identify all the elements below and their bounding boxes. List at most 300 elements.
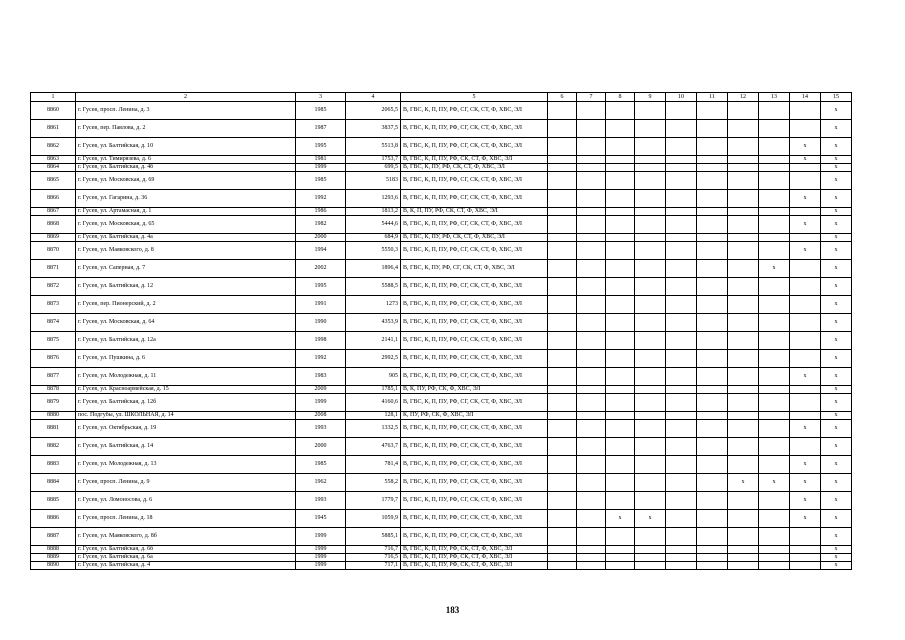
mark-cell-col-15: х: [821, 562, 852, 570]
mark-cell-col-8: [606, 278, 635, 296]
table-row: [31, 260, 852, 278]
codes-cell: В, ГВС, К, П, ПУ, РФ, СГ, СК, СТ, Ф, ХВС, ЭЛ: [401, 278, 548, 296]
mark-cell-col-6: [548, 156, 577, 164]
mark-cell-col-10: [666, 350, 697, 368]
mark-cell-col-10: [666, 242, 697, 260]
address-cell: г. Гусев, ул. Тимирязева, д. 6: [76, 156, 296, 164]
mark-cell-col-15: х: [821, 456, 852, 474]
mark-cell-col-13: [759, 420, 790, 438]
table-row: [31, 120, 852, 138]
address-cell: г. Гусев, ул. Гагарина, д. 36: [76, 190, 296, 208]
mark-cell-col-6: [548, 456, 577, 474]
mark-cell-col-8: [606, 314, 635, 332]
address-cell: г. Гусев, просп. Ленина, д. 3: [76, 102, 296, 120]
mark-cell-col-15: х: [821, 296, 852, 314]
mark-cell-col-8: [606, 216, 635, 234]
mark-cell-col-14: [790, 278, 821, 296]
codes-cell: В, ГВС, К, П, ПУ, РФ, СГ, СК, СТ, Ф, ХВС, ЭЛ: [401, 510, 548, 528]
area-cell: 781,4: [346, 456, 401, 474]
column-header-8: 8: [606, 93, 635, 102]
mark-cell-col-15: х: [821, 314, 852, 332]
mark-cell-col-6: [548, 368, 577, 386]
mark-cell-col-12: [728, 420, 759, 438]
address-cell: г. Гусев, ул. Артамасная, д. 1: [76, 208, 296, 216]
area-cell: 1332,5: [346, 420, 401, 438]
year-cell: 2002: [296, 260, 346, 278]
year-cell: 1999: [296, 554, 346, 562]
mark-cell-col-15: х: [821, 510, 852, 528]
year-cell: 1993: [296, 420, 346, 438]
mark-cell-col-6: [548, 278, 577, 296]
mark-cell-col-6: [548, 138, 577, 156]
page-number: 183: [445, 605, 460, 615]
table-row: [31, 456, 852, 474]
mark-cell-col-10: [666, 562, 697, 570]
mark-cell-col-14: х: [790, 156, 821, 164]
mark-cell-col-9: [635, 554, 666, 562]
mark-cell-col-13: [759, 394, 790, 412]
mark-cell-col-13: [759, 456, 790, 474]
mark-cell-col-14: х: [790, 456, 821, 474]
mark-cell-col-14: [790, 332, 821, 350]
mark-cell-col-9: [635, 138, 666, 156]
address-cell: г. Гусев, ул. Красноармейская, д. 15: [76, 386, 296, 394]
address-cell: г. Гусев, ул. Балтийская, д. 14: [76, 438, 296, 456]
mark-cell-col-9: [635, 456, 666, 474]
mark-cell-col-15: х: [821, 164, 852, 172]
mark-cell-col-6: [548, 492, 577, 510]
codes-cell: В, ГВС, К, П, ПУ, РФ, СГ, СК, СТ, Ф, ХВС, ЭЛ: [401, 528, 548, 546]
year-cell: 1991: [296, 296, 346, 314]
mark-cell-col-8: [606, 172, 635, 190]
mark-cell-col-6: [548, 510, 577, 528]
row-number: 8874: [31, 314, 76, 332]
mark-cell-col-15: х: [821, 242, 852, 260]
mark-cell-col-9: [635, 528, 666, 546]
mark-cell-col-12: [728, 260, 759, 278]
mark-cell-col-7: [577, 296, 606, 314]
area-cell: 558,2: [346, 474, 401, 492]
mark-cell-col-13: [759, 102, 790, 120]
row-number: 8863: [31, 156, 76, 164]
mark-cell-col-11: [697, 172, 728, 190]
mark-cell-col-15: х: [821, 546, 852, 554]
mark-cell-col-9: [635, 156, 666, 164]
mark-cell-col-7: [577, 528, 606, 546]
address-cell: г. Гусев, ул. Балтийская, д. 12б: [76, 394, 296, 412]
mark-cell-col-11: [697, 554, 728, 562]
mark-cell-col-13: [759, 156, 790, 164]
table-row: [31, 208, 852, 216]
year-cell: 1995: [296, 278, 346, 296]
mark-cell-col-12: [728, 332, 759, 350]
mark-cell-col-13: [759, 234, 790, 242]
mark-cell-col-9: х: [635, 510, 666, 528]
area-cell: 2065,5: [346, 102, 401, 120]
mark-cell-col-6: [548, 528, 577, 546]
mark-cell-col-11: [697, 562, 728, 570]
mark-cell-col-8: [606, 456, 635, 474]
area-cell: 5550,3: [346, 242, 401, 260]
table-row: [31, 528, 852, 546]
mark-cell-col-11: [697, 156, 728, 164]
mark-cell-col-13: х: [759, 260, 790, 278]
mark-cell-col-12: [728, 190, 759, 208]
mark-cell-col-12: [728, 242, 759, 260]
mark-cell-col-13: [759, 164, 790, 172]
year-cell: 1993: [296, 492, 346, 510]
mark-cell-col-15: х: [821, 412, 852, 420]
year-cell: 1998: [296, 332, 346, 350]
mark-cell-col-7: [577, 546, 606, 554]
year-cell: 1986: [296, 208, 346, 216]
year-cell: 1987: [296, 120, 346, 138]
row-number: 8868: [31, 216, 76, 234]
column-header-13: 13: [759, 93, 790, 102]
mark-cell-col-11: [697, 394, 728, 412]
column-header-14: 14: [790, 93, 821, 102]
address-cell: г. Гусев, ул. Ломоносова, д. 6: [76, 492, 296, 510]
mark-cell-col-8: [606, 554, 635, 562]
table-row: [31, 394, 852, 412]
column-header-6: 6: [548, 93, 577, 102]
year-cell: 1999: [296, 562, 346, 570]
mark-cell-col-15: х: [821, 474, 852, 492]
mark-cell-col-13: [759, 510, 790, 528]
mark-cell-col-9: [635, 438, 666, 456]
mark-cell-col-11: [697, 208, 728, 216]
mark-cell-col-9: [635, 474, 666, 492]
table-row: [31, 216, 852, 234]
area-cell: 4160,6: [346, 394, 401, 412]
mark-cell-col-8: х: [606, 510, 635, 528]
mark-cell-col-15: х: [821, 420, 852, 438]
mark-cell-col-7: [577, 420, 606, 438]
mark-cell-col-14: х: [790, 190, 821, 208]
row-number: 8870: [31, 242, 76, 260]
area-cell: 1896,4: [346, 260, 401, 278]
mark-cell-col-11: [697, 190, 728, 208]
mark-cell-col-11: [697, 164, 728, 172]
address-cell: г. Гусев, ул. Московская, д. 69: [76, 172, 296, 190]
address-cell: г. Гусев, ул. Саперная, д. 7: [76, 260, 296, 278]
mark-cell-col-15: х: [821, 492, 852, 510]
codes-cell: В, К, ПУ, РФ, СК, Ф, ХВС, ЭЛ: [401, 386, 548, 394]
mark-cell-col-8: [606, 164, 635, 172]
mark-cell-col-10: [666, 314, 697, 332]
mark-cell-col-9: [635, 394, 666, 412]
mark-cell-col-11: [697, 332, 728, 350]
codes-cell: В, ГВС, К, П, ПУ, РФ, СК, СТ, Ф, ХВС, ЭЛ: [401, 554, 548, 562]
mark-cell-col-6: [548, 242, 577, 260]
mark-cell-col-6: [548, 332, 577, 350]
codes-cell: В, ГВС, К, ПУ, РФ, СК, СТ, Ф, ХВС, ЭЛ: [401, 164, 548, 172]
row-number: 8884: [31, 474, 76, 492]
area-cell: 699,5: [346, 164, 401, 172]
codes-cell: В, ГВС, К, П, ПУ, РФ, СГ, СК, СТ, Ф, ХВС, ЭЛ: [401, 474, 548, 492]
mark-cell-col-15: х: [821, 554, 852, 562]
table-row: [31, 412, 852, 420]
mark-cell-col-8: [606, 234, 635, 242]
mark-cell-col-10: [666, 156, 697, 164]
header-row: [31, 93, 852, 102]
mark-cell-col-7: [577, 164, 606, 172]
table-row: [31, 156, 852, 164]
row-number: 8875: [31, 332, 76, 350]
mark-cell-col-12: [728, 350, 759, 368]
mark-cell-col-9: [635, 242, 666, 260]
mark-cell-col-15: х: [821, 368, 852, 386]
year-cell: 1990: [296, 314, 346, 332]
codes-cell: В, ГВС, К, П, ПУ, РФ, СГ, СК, СТ, Ф, ХВС, ЭЛ: [401, 120, 548, 138]
mark-cell-col-8: [606, 350, 635, 368]
mark-cell-col-11: [697, 412, 728, 420]
mark-cell-col-6: [548, 394, 577, 412]
codes-cell: В, ГВС, К, П, ПУ, РФ, СГ, СК, СТ, Ф, ХВС, ЭЛ: [401, 368, 548, 386]
column-header-9: 9: [635, 93, 666, 102]
codes-cell: В, ГВС, К, П, ПУ, РФ, СК, СТ, Ф, ХВС, ЭЛ: [401, 562, 548, 570]
mark-cell-col-14: [790, 546, 821, 554]
column-header-2: 2: [76, 93, 296, 102]
mark-cell-col-7: [577, 190, 606, 208]
mark-cell-col-12: [728, 368, 759, 386]
mark-cell-col-12: [728, 278, 759, 296]
mark-cell-col-12: [728, 120, 759, 138]
mark-cell-col-7: [577, 510, 606, 528]
row-number: 8861: [31, 120, 76, 138]
mark-cell-col-14: [790, 296, 821, 314]
mark-cell-col-13: [759, 438, 790, 456]
row-number: 8876: [31, 350, 76, 368]
mark-cell-col-15: х: [821, 350, 852, 368]
mark-cell-col-14: х: [790, 242, 821, 260]
table-row: [31, 350, 852, 368]
mark-cell-col-12: [728, 394, 759, 412]
mark-cell-col-10: [666, 492, 697, 510]
mark-cell-col-10: [666, 216, 697, 234]
mark-cell-col-10: [666, 394, 697, 412]
mark-cell-col-9: [635, 314, 666, 332]
year-cell: 1995: [296, 138, 346, 156]
mark-cell-col-14: х: [790, 138, 821, 156]
area-cell: 1059,9: [346, 510, 401, 528]
row-number: 8862: [31, 138, 76, 156]
mark-cell-col-13: [759, 120, 790, 138]
mark-cell-col-13: [759, 554, 790, 562]
mark-cell-col-7: [577, 554, 606, 562]
mark-cell-col-15: х: [821, 138, 852, 156]
mark-cell-col-10: [666, 332, 697, 350]
mark-cell-col-6: [548, 260, 577, 278]
area-cell: 1273: [346, 296, 401, 314]
table-row: [31, 492, 852, 510]
codes-cell: В, ГВС, К, П, ПУ, РФ, СГ, СК, СТ, Ф, ХВС, ЭЛ: [401, 350, 548, 368]
mark-cell-col-8: [606, 120, 635, 138]
mark-cell-col-13: [759, 528, 790, 546]
mark-cell-col-12: [728, 102, 759, 120]
row-number: 8873: [31, 296, 76, 314]
area-cell: 716,7: [346, 546, 401, 554]
row-number: 8860: [31, 102, 76, 120]
mark-cell-col-7: [577, 138, 606, 156]
mark-cell-col-8: [606, 386, 635, 394]
mark-cell-col-14: [790, 120, 821, 138]
codes-cell: В, ГВС, К, П, ПУ, РФ, СГ, СК, СТ, Ф, ХВС, ЭЛ: [401, 456, 548, 474]
row-number: 8889: [31, 554, 76, 562]
mark-cell-col-11: [697, 546, 728, 554]
table-row: [31, 474, 852, 492]
mark-cell-col-6: [548, 234, 577, 242]
address-cell: г. Гусев, ул. Московская, д. 64: [76, 314, 296, 332]
mark-cell-col-6: [548, 546, 577, 554]
table-row: [31, 546, 852, 554]
mark-cell-col-14: х: [790, 474, 821, 492]
mark-cell-col-7: [577, 260, 606, 278]
mark-cell-col-11: [697, 420, 728, 438]
row-number: 8866: [31, 190, 76, 208]
table-row: [31, 562, 852, 570]
mark-cell-col-9: [635, 172, 666, 190]
year-cell: 1992: [296, 350, 346, 368]
mark-cell-col-7: [577, 386, 606, 394]
mark-cell-col-13: [759, 314, 790, 332]
mark-cell-col-15: х: [821, 172, 852, 190]
mark-cell-col-7: [577, 216, 606, 234]
table-row: [31, 234, 852, 242]
mark-cell-col-10: [666, 386, 697, 394]
year-cell: 1945: [296, 510, 346, 528]
codes-cell: В, К, П, ПУ, РФ, СК, СТ, Ф, ХВС, ЭЛ: [401, 208, 548, 216]
codes-cell: В, ГВС, К, П, ПУ, РФ, СГ, СК, СТ, Ф, ХВС, ЭЛ: [401, 420, 548, 438]
mark-cell-col-9: [635, 278, 666, 296]
mark-cell-col-12: [728, 456, 759, 474]
mark-cell-col-8: [606, 562, 635, 570]
mark-cell-col-8: [606, 156, 635, 164]
mark-cell-col-9: [635, 368, 666, 386]
mark-cell-col-14: [790, 164, 821, 172]
codes-cell: В, ГВС, К, П, ПУ, РФ, СГ, СК, СТ, Ф, ХВС, ЭЛ: [401, 314, 548, 332]
mark-cell-col-9: [635, 420, 666, 438]
row-number: 8882: [31, 438, 76, 456]
mark-cell-col-10: [666, 420, 697, 438]
codes-cell: В, ГВС, К, П, ПУ, РФ, СГ, СК, СТ, Ф, ХВС, ЭЛ: [401, 138, 548, 156]
codes-cell: В, ГВС, К, П, ПУ, РФ, СГ, СК, СТ, Ф, ХВС, ЭЛ: [401, 296, 548, 314]
mark-cell-col-9: [635, 546, 666, 554]
mark-cell-col-12: [728, 438, 759, 456]
mark-cell-col-13: [759, 368, 790, 386]
column-header-4: 4: [346, 93, 401, 102]
mark-cell-col-8: [606, 412, 635, 420]
row-number: 8885: [31, 492, 76, 510]
mark-cell-col-8: [606, 528, 635, 546]
mark-cell-col-11: [697, 102, 728, 120]
mark-cell-col-10: [666, 260, 697, 278]
mark-cell-col-10: [666, 278, 697, 296]
codes-cell: В, ГВС, К, П, ПУ, РФ, СГ, СК, СТ, Ф, ХВС, ЭЛ: [401, 172, 548, 190]
mark-cell-col-14: х: [790, 492, 821, 510]
mark-cell-col-11: [697, 242, 728, 260]
mark-cell-col-14: [790, 528, 821, 546]
area-cell: 4353,9: [346, 314, 401, 332]
address-cell: пос. Подгубы, ул. ШКОЛЬНАЯ, д. 14: [76, 412, 296, 420]
mark-cell-col-11: [697, 350, 728, 368]
mark-cell-col-14: [790, 554, 821, 562]
area-cell: 1753,7: [346, 156, 401, 164]
mark-cell-col-10: [666, 138, 697, 156]
mark-cell-col-6: [548, 216, 577, 234]
mark-cell-col-6: [548, 208, 577, 216]
mark-cell-col-14: х: [790, 216, 821, 234]
mark-cell-col-15: х: [821, 332, 852, 350]
mark-cell-col-6: [548, 190, 577, 208]
mark-cell-col-12: [728, 208, 759, 216]
mark-cell-col-9: [635, 350, 666, 368]
column-header-10: 10: [666, 93, 697, 102]
mark-cell-col-15: х: [821, 234, 852, 242]
mark-cell-col-9: [635, 164, 666, 172]
area-cell: 717,1: [346, 562, 401, 570]
mark-cell-col-11: [697, 492, 728, 510]
table-row: [31, 296, 852, 314]
mark-cell-col-7: [577, 156, 606, 164]
column-header-11: 11: [697, 93, 728, 102]
mark-cell-col-14: [790, 260, 821, 278]
mark-cell-col-13: [759, 242, 790, 260]
mark-cell-col-6: [548, 412, 577, 420]
row-number: 8878: [31, 386, 76, 394]
area-cell: 5588,5: [346, 278, 401, 296]
mark-cell-col-6: [548, 164, 577, 172]
mark-cell-col-14: [790, 234, 821, 242]
mark-cell-col-13: [759, 350, 790, 368]
mark-cell-col-12: [728, 172, 759, 190]
mark-cell-col-8: [606, 394, 635, 412]
mark-cell-col-15: х: [821, 260, 852, 278]
row-number: 8872: [31, 278, 76, 296]
mark-cell-col-10: [666, 120, 697, 138]
mark-cell-col-9: [635, 332, 666, 350]
mark-cell-col-7: [577, 234, 606, 242]
mark-cell-col-15: х: [821, 278, 852, 296]
address-cell: г. Гусев, ул. Октябрьская, д. 19: [76, 420, 296, 438]
row-number: 8886: [31, 510, 76, 528]
mark-cell-col-7: [577, 492, 606, 510]
row-number: 8880: [31, 412, 76, 420]
row-number: 8887: [31, 528, 76, 546]
year-cell: 1985: [296, 102, 346, 120]
mark-cell-col-6: [548, 296, 577, 314]
codes-cell: В, ГВС, К, П, ПУ, РФ, СГ, СК, СТ, Ф, ХВС, ЭЛ: [401, 332, 548, 350]
mark-cell-col-13: [759, 562, 790, 570]
mark-cell-col-14: [790, 350, 821, 368]
mark-cell-col-11: [697, 120, 728, 138]
mark-cell-col-7: [577, 102, 606, 120]
table-row: [31, 368, 852, 386]
mark-cell-col-13: [759, 546, 790, 554]
mark-cell-col-14: х: [790, 368, 821, 386]
mark-cell-col-11: [697, 456, 728, 474]
area-cell: 1293,6: [346, 190, 401, 208]
mark-cell-col-8: [606, 420, 635, 438]
mark-cell-col-7: [577, 120, 606, 138]
table-row: [31, 164, 852, 172]
area-cell: 4763,7: [346, 438, 401, 456]
mark-cell-col-12: [728, 164, 759, 172]
address-cell: г. Гусев, пер. Пионерский, д. 2: [76, 296, 296, 314]
mark-cell-col-6: [548, 314, 577, 332]
year-cell: 1981: [296, 156, 346, 164]
mark-cell-col-11: [697, 278, 728, 296]
